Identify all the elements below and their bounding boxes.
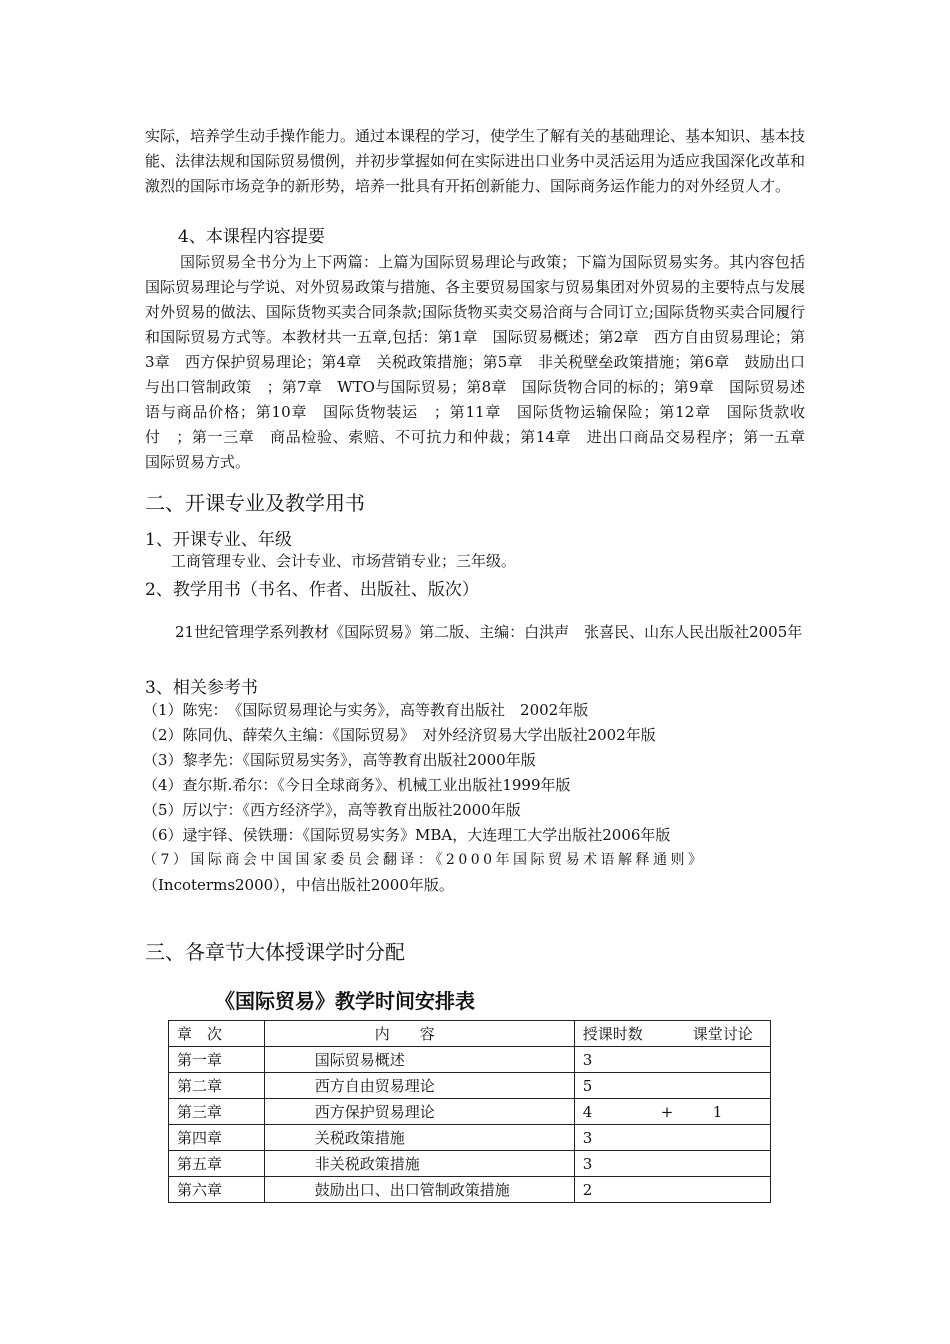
sub2-heading: 2、教学用书（书名、作者、出版社、版次） bbox=[145, 580, 479, 600]
row-hours: 2 bbox=[582, 1180, 593, 1199]
table-row bbox=[169, 1125, 771, 1151]
row-chapter: 第六章 bbox=[169, 1177, 265, 1203]
table-row bbox=[169, 1047, 771, 1073]
table-row bbox=[169, 1177, 771, 1203]
sub1-heading: 1、开课专业、年级 bbox=[145, 530, 292, 550]
sub2-text: 21世纪管理学系列教材《国际贸易》第二版、主编：白洪声 张喜民、山东人民出版社2005年 bbox=[175, 623, 803, 641]
table-row bbox=[169, 1151, 771, 1177]
row-content: 西方自由贸易理论 bbox=[264, 1073, 574, 1099]
ref-item: （2）陈同仇、薛荣久主编：《国际贸易》 对外经济贸易大学出版社2002年版 bbox=[143, 726, 656, 744]
table-title: 《国际贸易》教学时间安排表 bbox=[215, 989, 475, 1013]
ref-item: （4）查尔斯.希尔：《今日全球商务》、机械工业出版社1999年版 bbox=[143, 776, 571, 794]
intro-paragraph: 实际，培养学生动手操作能力。通过本课程的学习，使学生了解有关的基础理论、基本知识、基本技能、法律法规和国际贸易惯例，并初步掌握如何在实际进出口业务中灵活运用为适应我国深化改革和激烈的国际市场竞争的新形势，培养一批具有开拓创新能力、国际商务运作能力的对外经贸人才。 bbox=[145, 127, 806, 195]
row-hours: 3 bbox=[582, 1128, 593, 1147]
row-hours: 3 bbox=[582, 1050, 593, 1069]
row-chapter: 第五章 bbox=[169, 1151, 265, 1177]
row-content: 国际贸易概述 bbox=[264, 1047, 574, 1073]
row-content: 西方保护贸易理论 bbox=[264, 1099, 574, 1125]
header-discussion: 课堂讨论 bbox=[692, 1025, 753, 1043]
row-content: 鼓励出口、出口管制政策措施 bbox=[264, 1177, 574, 1203]
part2-heading: 二、开课专业及教学用书 bbox=[145, 491, 365, 515]
row-content: 关税政策措施 bbox=[264, 1125, 574, 1151]
row-hours-cell bbox=[574, 1151, 770, 1177]
table-row bbox=[169, 1073, 771, 1099]
section4-heading: 4、本课程内容提要 bbox=[178, 227, 325, 247]
row-hours: 5 bbox=[582, 1076, 593, 1095]
ref-item: （3）黎孝先：《国际贸易实务》，高等教育出版社2000年版 bbox=[143, 751, 536, 769]
row-chapter: 第三章 bbox=[169, 1099, 265, 1125]
row-hours: 3 bbox=[582, 1154, 593, 1173]
ref-item: （1）陈宪： 《国际贸易理论与实务》，高等教育出版社 2002年版 bbox=[143, 701, 589, 719]
row-hours-cell bbox=[574, 1047, 770, 1073]
header-chapter: 章 次 bbox=[169, 1021, 265, 1047]
sub1-text: 工商管理专业、会计专业、市场营销专业；三年级。 bbox=[171, 552, 517, 570]
table-header-row bbox=[169, 1021, 771, 1047]
schedule-table bbox=[168, 1020, 771, 1203]
row-content: 非关税政策措施 bbox=[264, 1151, 574, 1177]
row-discussion: 1 bbox=[712, 1102, 723, 1121]
header-hours: 授课时数 bbox=[582, 1025, 643, 1043]
row-hours: 4 bbox=[582, 1102, 593, 1121]
ref-item: （5）厉以宁：《西方经济学》，高等教育出版社2000年版 bbox=[143, 801, 521, 819]
row-plus: + bbox=[660, 1102, 674, 1121]
row-hours-cell bbox=[574, 1073, 770, 1099]
ref-item-7-cont: （Incoterms2000），中信出版社2000年版。 bbox=[143, 876, 454, 894]
section4-paragraph: 国际贸易全书分为上下两篇：上篇为国际贸易理论与政策；下篇为国际贸易实务。其内容包括国际贸易理论与学说、对外贸易政策与措施、各主要贸易国家与贸易集团对外贸易的主要特点与发展对外贸易的做法、国际货物买卖合同条款;国际货物买卖交易洽商与合同订立;国际货物买卖合同履行和国际贸易方式等。本教材共一五章,包括：第1章 国际贸易概述；第2章 西方自由贸易理论；第3章 西方保护贸易理论；第4章 关税政策措施；第5章 非关税壁垒政策措施；第6章 鼓励出口与出口管制政策 ；第7章 WTO与国际贸易；第8章 国际货物合同的标的；第9章 国际贸易述语与商品价格；第10章 国际货物装运 ；第11章 国际货物运输保险；第12章 国际货款收付 ；第一三章 商品检验、索赔、不可抗力和仲裁；第14章 进出口商品交易程序；第一五章 国际贸易方式。 bbox=[145, 253, 821, 471]
header-content: 内 容 bbox=[264, 1021, 574, 1047]
part3-heading: 三、各章节大体授课学时分配 bbox=[145, 940, 405, 964]
row-chapter: 第一章 bbox=[169, 1047, 265, 1073]
row-chapter: 第二章 bbox=[169, 1073, 265, 1099]
header-hours-discussion bbox=[574, 1021, 770, 1047]
ref-item: （6）逯宇铎、侯铁珊：《国际贸易实务》MBA，大连理工大学出版社2006年版 bbox=[143, 826, 671, 844]
table-row bbox=[169, 1099, 771, 1125]
row-hours-cell bbox=[574, 1177, 770, 1203]
row-chapter: 第四章 bbox=[169, 1125, 265, 1151]
row-hours-cell bbox=[574, 1099, 770, 1125]
sub3-heading: 3、相关参考书 bbox=[145, 678, 258, 698]
row-hours-cell bbox=[574, 1125, 770, 1151]
ref-item-7: （7）国际商会中国国家委员会翻译：《2000年国际贸易术语解释通则》 bbox=[143, 852, 706, 868]
